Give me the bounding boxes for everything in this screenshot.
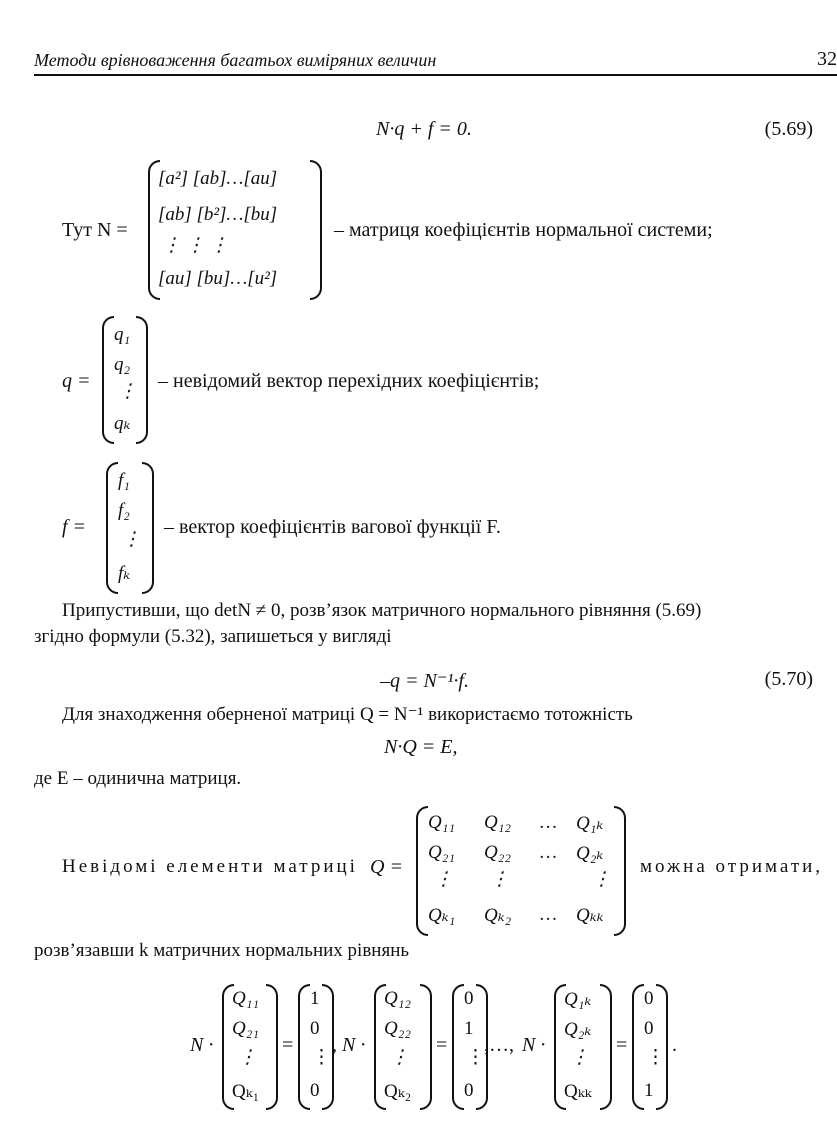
para3-lead: Невідомі елементи матриці: [62, 856, 358, 877]
system-e-col-1: [298, 984, 334, 1110]
q-matrix-cell: Q₂₂: [484, 842, 511, 863]
n-matrix: [148, 160, 322, 300]
q-vector: [102, 316, 148, 444]
right-bracket: [136, 316, 148, 444]
q-matrix-cell: ⋮: [434, 869, 453, 890]
system-cell: ⋮: [390, 1047, 409, 1068]
n-description: – матриця коефіцієнтів нормальної системи;: [334, 219, 713, 241]
f-entry-2: f₂: [118, 500, 130, 521]
right-bracket: [142, 462, 154, 594]
system-cell: Q₂ₖ: [564, 1019, 592, 1040]
header-title: Методи врівноваження багатьох виміряних величин: [34, 50, 437, 70]
q-matrix-cell: Q₁ₖ: [576, 813, 604, 834]
equation-number-5-70: (5.70): [764, 668, 813, 690]
q-lead: q =: [62, 370, 91, 392]
right-bracket: [310, 160, 322, 300]
q-matrix-lead: Q =: [370, 856, 403, 878]
left-bracket: [452, 984, 464, 1110]
para2-line2: де E – одинична матриця.: [34, 768, 242, 789]
system-cell: 0: [644, 988, 654, 1009]
system-q-col-2: [374, 984, 432, 1110]
f-description: – вектор коефіцієнтів вагової функції F.: [164, 516, 501, 538]
system-cell: Q₁ₖ: [564, 989, 592, 1010]
n-lead: Тут N =: [62, 219, 128, 241]
para1-line1: Припустивши, що detN ≠ 0, розв’язок матричного нормального рівняння (5.69): [62, 600, 702, 621]
right-bracket: [614, 806, 626, 936]
q-entry-4: qₖ: [114, 413, 131, 434]
left-bracket: [416, 806, 428, 936]
left-bracket: [632, 984, 644, 1110]
right-bracket: [266, 984, 278, 1110]
system-e-col-2: [452, 984, 488, 1110]
system-eq-1: =: [282, 1034, 294, 1056]
q-matrix-cell: Q₂₁: [428, 842, 455, 863]
system-ellipsis: ,…,: [484, 1034, 514, 1056]
system-sep-1: ,: [332, 1034, 337, 1056]
q-entry-1: q₁: [114, 324, 131, 345]
q-matrix-cell: …: [540, 904, 557, 925]
system-cell: 1: [464, 1018, 474, 1039]
system-e-col-k: [632, 984, 668, 1110]
system-cell: Q₂₂: [384, 1018, 411, 1039]
system-cell: 0: [310, 1018, 320, 1039]
f-entry-1: f₁: [118, 470, 130, 491]
system-cell: Q₂₁: [232, 1018, 259, 1039]
q-matrix: [416, 806, 626, 936]
equation-5-69: N·q + f = 0.: [376, 118, 472, 140]
system-cell: 0: [310, 1080, 320, 1101]
f-entry-4: fₖ: [118, 563, 131, 584]
n-row-1: [a²] [ab]…[au]: [158, 168, 278, 189]
equation-5-70: –q = N⁻¹·f.: [380, 670, 469, 692]
f-lead: f =: [62, 516, 87, 538]
q-matrix-cell: ⋮: [490, 869, 509, 890]
n-row-3: ⋮ ⋮ ⋮: [162, 235, 229, 256]
left-bracket: [106, 462, 118, 594]
system-q-col-k: [554, 984, 612, 1110]
system-q-col-1: [222, 984, 278, 1110]
page-number: 32: [817, 48, 837, 70]
system-n-1: N ·: [190, 1034, 214, 1056]
system-cell: Q₁₁: [232, 988, 259, 1009]
q-matrix-cell: …: [540, 812, 557, 833]
system-cell: 1: [310, 988, 320, 1009]
system-cell: ⋮: [646, 1047, 665, 1068]
q-matrix-cell: Qₖₖ: [576, 905, 604, 926]
para2-line1: Для знаходження оберненої матриці Q = N⁻¹ використаємо тотожність: [62, 704, 633, 725]
para3-line2: розв’язавши k матричних нормальних рівнянь: [34, 940, 410, 961]
q-matrix-cell: ⋮: [592, 869, 611, 890]
q-matrix-cell: Q₁₁: [428, 812, 455, 833]
q-entry-2: q₂: [114, 354, 131, 375]
system-cell: ⋮: [238, 1047, 257, 1068]
q-matrix-cell: Qₖ₂: [484, 905, 512, 926]
q-matrix-cell: Q₂ₖ: [576, 843, 604, 864]
f-vector: [106, 462, 154, 594]
system-cell: Qₖ₂: [384, 1081, 412, 1102]
n-row-4: [au] [bu]…[u²]: [158, 268, 278, 289]
left-bracket: [102, 316, 114, 444]
system-end: .: [672, 1034, 677, 1056]
system-cell: Qₖ₁: [232, 1081, 260, 1102]
equation-number-5-69: (5.69): [764, 118, 813, 140]
q-matrix-cell: …: [540, 842, 557, 863]
n-row-2: [ab] [b²]…[bu]: [158, 204, 278, 225]
para3-tail: можна отримати,: [640, 856, 824, 877]
system-cell: 1: [644, 1080, 654, 1101]
q-matrix-cell: Qₖ₁: [428, 905, 456, 926]
system-eq-k: =: [616, 1034, 628, 1056]
system-cell: ⋮: [466, 1047, 485, 1068]
system-cell: 0: [464, 988, 474, 1009]
system-cell: 0: [464, 1080, 474, 1101]
q-matrix-cell: Q₁₂: [484, 812, 511, 833]
right-bracket: [420, 984, 432, 1110]
f-entry-3: ⋮: [122, 529, 141, 550]
system-cell: 0: [644, 1018, 654, 1039]
system-eq-2: =: [436, 1034, 448, 1056]
para1-line2: згідно формули (5.32), запишеться у вигляді: [34, 626, 392, 647]
system-n-k: N ·: [522, 1034, 546, 1056]
system-cell: ⋮: [570, 1047, 589, 1068]
identity-equation: N·Q = E,: [384, 736, 458, 758]
system-cell: Q₁₂: [384, 988, 411, 1009]
system-n-2: N ·: [342, 1034, 366, 1056]
right-bracket: [600, 984, 612, 1110]
system-cell: Qₖₖ: [564, 1081, 592, 1102]
running-header: [34, 46, 837, 76]
left-bracket: [298, 984, 310, 1110]
system-cell: ⋮: [312, 1047, 331, 1068]
q-description: – невідомий вектор перехідних коефіцієнтів;: [158, 370, 540, 392]
q-entry-3: ⋮: [118, 381, 137, 402]
